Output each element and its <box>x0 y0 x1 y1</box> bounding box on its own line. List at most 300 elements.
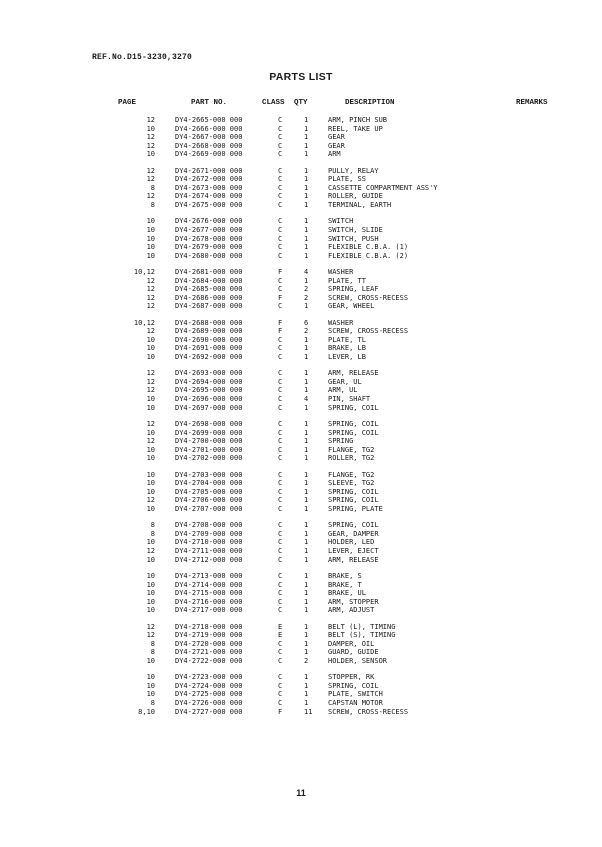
class-code: C <box>278 681 283 690</box>
part-number: DY4-2687-000 000 <box>175 302 243 311</box>
page-ref: 12 <box>146 369 155 378</box>
description: BRAKE, LB <box>328 344 366 353</box>
page-ref: 10 <box>146 479 155 488</box>
table-row <box>0 167 602 176</box>
row-group <box>0 369 602 412</box>
description: GUARD, GUIDE <box>328 648 379 657</box>
quantity: 1 <box>304 504 309 513</box>
quantity: 1 <box>304 302 309 311</box>
table-row <box>0 556 602 565</box>
table-row <box>0 488 602 497</box>
page-ref: 10 <box>146 504 155 513</box>
class-code: C <box>278 217 283 226</box>
page-title: PARTS LIST <box>269 71 333 83</box>
quantity: 1 <box>304 622 309 631</box>
page-ref: 8,10 <box>138 707 155 716</box>
page-ref: 8 <box>150 201 155 210</box>
quantity: 1 <box>304 521 309 530</box>
class-code: C <box>278 437 283 446</box>
description: SPRING, COIL <box>328 496 379 505</box>
part-number: DY4-2696-000 000 <box>175 395 243 404</box>
page-ref: 12 <box>146 175 155 184</box>
quantity: 1 <box>304 690 309 699</box>
page-ref: 10 <box>146 555 155 564</box>
table-row <box>0 344 602 353</box>
table-row <box>0 302 602 311</box>
description: REEL, TAKE UP <box>328 124 383 133</box>
description: BELT (S), TIMING <box>328 631 396 640</box>
description: SCREW, CROSS-RECESS <box>328 293 409 302</box>
page-ref: 10 <box>146 251 155 260</box>
quantity: 1 <box>304 175 309 184</box>
quantity: 1 <box>304 419 309 428</box>
class-code: C <box>278 673 283 682</box>
description: PLATE, TT <box>328 276 366 285</box>
class-code: C <box>278 192 283 201</box>
description: SCREW, CROSS-RECESS <box>328 327 409 336</box>
table-row <box>0 581 602 590</box>
table-row <box>0 429 602 438</box>
header-qty: QTY <box>294 99 308 107</box>
table-row <box>0 420 602 429</box>
description: BRAKE, UL <box>328 589 366 598</box>
table-row <box>0 437 602 446</box>
page-ref: 10,12 <box>133 318 155 327</box>
description: FLEXIBLE C.B.A. (2) <box>328 251 409 260</box>
page-ref: 10 <box>146 217 155 226</box>
description: SPRING, PLATE <box>328 504 383 513</box>
row-group <box>0 572 602 615</box>
page-ref: 10 <box>146 597 155 606</box>
description: SLEEVE, TG2 <box>328 479 375 488</box>
description: PLATE, TL <box>328 335 366 344</box>
part-number: DY4-2715-000 000 <box>175 589 243 598</box>
table-row <box>0 530 602 539</box>
description: BRAKE, S <box>328 571 362 580</box>
page-ref: 10 <box>146 428 155 437</box>
class-code: C <box>278 141 283 150</box>
page-ref: 12 <box>146 166 155 175</box>
table-row <box>0 252 602 261</box>
description: TERMINAL, EARTH <box>328 201 392 210</box>
table-row <box>0 657 602 666</box>
quantity: 1 <box>304 547 309 556</box>
description: ROLLER, GUIDE <box>328 192 383 201</box>
part-number: DY4-2700-000 000 <box>175 437 243 446</box>
table-row <box>0 201 602 210</box>
page-ref: 10,12 <box>133 267 155 276</box>
class-code: C <box>278 487 283 496</box>
class-code: C <box>278 201 283 210</box>
description: HOLDER, LED <box>328 538 375 547</box>
quantity: 1 <box>304 124 309 133</box>
quantity: 1 <box>304 571 309 580</box>
table-row <box>0 327 602 336</box>
class-code: C <box>278 656 283 665</box>
quantity: 1 <box>304 699 309 707</box>
part-number: DY4-2672-000 000 <box>175 175 243 184</box>
quantity: 4 <box>304 395 309 404</box>
quantity: 1 <box>304 529 309 538</box>
page-ref: 12 <box>146 192 155 201</box>
page-ref: 10 <box>146 445 155 454</box>
class-code: F <box>278 327 283 336</box>
description: GEAR <box>328 133 345 142</box>
page-ref: 12 <box>146 133 155 142</box>
page-ref: 10 <box>146 580 155 589</box>
quantity: 1 <box>304 403 309 412</box>
class-code: C <box>278 403 283 412</box>
class-code: C <box>278 529 283 538</box>
description: GEAR, UL <box>328 377 362 386</box>
page-ref: 8 <box>150 183 155 192</box>
description: ARM, RELEASE <box>328 555 379 564</box>
page-ref: 12 <box>146 116 155 124</box>
page-ref: 12 <box>146 419 155 428</box>
page-ref: 10 <box>146 673 155 682</box>
description: SPRING, COIL <box>328 681 379 690</box>
row-group <box>0 673 602 716</box>
page-ref: 10 <box>146 225 155 234</box>
row-group <box>0 116 602 159</box>
class-code: C <box>278 243 283 252</box>
description: SPRING <box>328 437 354 446</box>
quantity: 1 <box>304 597 309 606</box>
table-row <box>0 471 602 480</box>
class-code: C <box>278 285 283 294</box>
description: SWITCH, SLIDE <box>328 225 383 234</box>
class-code: F <box>278 318 283 327</box>
part-number: DY4-2725-000 000 <box>175 690 243 699</box>
class-code: C <box>278 133 283 142</box>
quantity: 1 <box>304 386 309 395</box>
page-ref: 10 <box>146 403 155 412</box>
description: ARM, STOPPER <box>328 597 379 606</box>
class-code: C <box>278 597 283 606</box>
description: GEAR, WHEEL <box>328 302 375 311</box>
quantity: 2 <box>304 327 309 336</box>
part-number: DY4-2691-000 000 <box>175 344 243 353</box>
class-code: C <box>278 428 283 437</box>
part-number: DY4-2695-000 000 <box>175 386 243 395</box>
part-number: DY4-2685-000 000 <box>175 285 243 294</box>
page-ref: 8 <box>150 648 155 657</box>
description: GEAR <box>328 141 345 150</box>
table-row <box>0 640 602 649</box>
part-number: DY4-2677-000 000 <box>175 225 243 234</box>
quantity: 1 <box>304 150 309 159</box>
table-row <box>0 690 602 699</box>
page-ref: 10 <box>146 589 155 598</box>
part-number: DY4-2698-000 000 <box>175 419 243 428</box>
quantity: 1 <box>304 631 309 640</box>
quantity: 1 <box>304 192 309 201</box>
table-row <box>0 184 602 193</box>
table-row <box>0 217 602 226</box>
quantity: 1 <box>304 251 309 260</box>
quantity: 1 <box>304 344 309 353</box>
header-part-no: PART NO. <box>191 99 228 107</box>
description: ARM, RELEASE <box>328 369 379 378</box>
description: BRAKE, T <box>328 580 362 589</box>
page-ref: 12 <box>146 327 155 336</box>
table-row <box>0 404 602 413</box>
description: FLEXIBLE C.B.A. (1) <box>328 243 409 252</box>
quantity: 4 <box>304 267 309 276</box>
description: ROLLER, TG2 <box>328 454 375 463</box>
row-group <box>0 268 602 311</box>
description: CASSETTE COMPARTMENT ASS'Y <box>328 183 438 192</box>
table-row <box>0 285 602 294</box>
quantity: 1 <box>304 217 309 226</box>
class-code: C <box>278 395 283 404</box>
table-row <box>0 589 602 598</box>
description: SPRING, COIL <box>328 428 379 437</box>
part-number: DY4-2694-000 000 <box>175 377 243 386</box>
description: SPRING, COIL <box>328 521 379 530</box>
part-number: DY4-2702-000 000 <box>175 454 243 463</box>
description: SPRING, LEAF <box>328 285 379 294</box>
part-number: DY4-2688-000 000 <box>175 318 243 327</box>
class-code: C <box>278 225 283 234</box>
part-number: DY4-2673-000 000 <box>175 183 243 192</box>
quantity: 1 <box>304 437 309 446</box>
part-number: DY4-2686-000 000 <box>175 293 243 302</box>
description: FLANGE, TG2 <box>328 470 375 479</box>
page-ref: 10 <box>146 538 155 547</box>
description: SWITCH <box>328 217 354 226</box>
part-number: DY4-2689-000 000 <box>175 327 243 336</box>
table-row <box>0 631 602 640</box>
table-row <box>0 116 602 125</box>
quantity: 1 <box>304 141 309 150</box>
header-remarks: REMARKS <box>516 99 548 107</box>
page-ref: 12 <box>146 276 155 285</box>
table-row <box>0 547 602 556</box>
quantity: 1 <box>304 454 309 463</box>
quantity: 1 <box>304 487 309 496</box>
row-group <box>0 623 602 666</box>
table-row <box>0 505 602 514</box>
row-group <box>0 420 602 463</box>
part-number: DY4-2684-000 000 <box>175 276 243 285</box>
quantity: 1 <box>304 470 309 479</box>
table-row <box>0 336 602 345</box>
description: PLATE, SS <box>328 175 366 184</box>
parts-table <box>0 116 602 724</box>
quantity: 1 <box>304 335 309 344</box>
table-row <box>0 353 602 362</box>
page-ref: 12 <box>146 386 155 395</box>
class-code: C <box>278 353 283 361</box>
quantity: 1 <box>304 369 309 378</box>
page-ref: 10 <box>146 690 155 699</box>
quantity: 1 <box>304 681 309 690</box>
page-ref: 12 <box>146 293 155 302</box>
class-code: C <box>278 589 283 598</box>
table-row <box>0 133 602 142</box>
part-number: DY4-2720-000 000 <box>175 639 243 648</box>
table-row <box>0 369 602 378</box>
table-row <box>0 538 602 547</box>
part-number: DY4-2679-000 000 <box>175 243 243 252</box>
table-row <box>0 226 602 235</box>
class-code: C <box>278 386 283 395</box>
quantity: 1 <box>304 116 309 124</box>
page-ref: 10 <box>146 454 155 463</box>
quantity: 2 <box>304 293 309 302</box>
table-row <box>0 446 602 455</box>
page-ref: 8 <box>150 529 155 538</box>
part-number: DY4-2714-000 000 <box>175 580 243 589</box>
page-ref: 10 <box>146 470 155 479</box>
reference-number: REF.No.D15-3230,3270 <box>92 53 193 62</box>
page-ref: 10 <box>146 243 155 252</box>
class-code: C <box>278 150 283 159</box>
page-ref: 12 <box>146 622 155 631</box>
class-code: C <box>278 496 283 505</box>
part-number: DY4-2690-000 000 <box>175 335 243 344</box>
part-number: DY4-2680-000 000 <box>175 251 243 260</box>
table-row <box>0 125 602 134</box>
table-row <box>0 319 602 328</box>
table-row <box>0 150 602 159</box>
quantity: 1 <box>304 580 309 589</box>
page-ref: 12 <box>146 547 155 556</box>
quantity: 2 <box>304 656 309 665</box>
quantity: 1 <box>304 353 309 361</box>
table-row <box>0 496 602 505</box>
description: ARM, UL <box>328 386 358 395</box>
description: ARM, ADJUST <box>328 606 375 615</box>
class-code: C <box>278 699 283 707</box>
description: CAPSTAN MOTOR <box>328 699 383 707</box>
part-number: DY4-2727-000 000 <box>175 707 243 716</box>
part-number: DY4-2668-000 000 <box>175 141 243 150</box>
row-group <box>0 319 602 362</box>
part-number: DY4-2716-000 000 <box>175 597 243 606</box>
page-ref: 12 <box>146 141 155 150</box>
part-number: DY4-2706-000 000 <box>175 496 243 505</box>
part-number: DY4-2719-000 000 <box>175 631 243 640</box>
quantity: 1 <box>304 183 309 192</box>
description: PIN, SHAFT <box>328 395 371 404</box>
part-number: DY4-2723-000 000 <box>175 673 243 682</box>
class-code: F <box>278 293 283 302</box>
quantity: 1 <box>304 445 309 454</box>
part-number: DY4-2717-000 000 <box>175 606 243 615</box>
page-ref: 10 <box>146 344 155 353</box>
part-number: DY4-2704-000 000 <box>175 479 243 488</box>
class-code: C <box>278 183 283 192</box>
page-ref: 12 <box>146 631 155 640</box>
class-code: C <box>278 571 283 580</box>
part-number: DY4-2699-000 000 <box>175 428 243 437</box>
page-ref: 10 <box>146 124 155 133</box>
quantity: 1 <box>304 276 309 285</box>
page-ref: 10 <box>146 606 155 615</box>
table-row <box>0 708 602 717</box>
class-code: C <box>278 124 283 133</box>
table-row <box>0 673 602 682</box>
description: SPRING, COIL <box>328 403 379 412</box>
page-ref: 10 <box>146 353 155 361</box>
class-code: C <box>278 454 283 463</box>
quantity: 1 <box>304 538 309 547</box>
header-page: PAGE <box>118 99 137 107</box>
table-row <box>0 294 602 303</box>
quantity: 1 <box>304 648 309 657</box>
class-code: C <box>278 234 283 243</box>
class-code: C <box>278 648 283 657</box>
description: SCREW, CROSS-RECESS <box>328 707 409 716</box>
table-row <box>0 142 602 151</box>
row-group <box>0 167 602 210</box>
table-row <box>0 235 602 244</box>
row-group <box>0 521 602 564</box>
quantity: 1 <box>304 428 309 437</box>
page-ref: 10 <box>146 681 155 690</box>
table-row <box>0 682 602 691</box>
table-row <box>0 277 602 286</box>
part-number: DY4-2665-000 000 <box>175 116 243 124</box>
class-code: C <box>278 377 283 386</box>
class-code: F <box>278 707 283 716</box>
class-code: F <box>278 267 283 276</box>
header-description: DESCRIPTION <box>345 99 395 107</box>
class-code: C <box>278 690 283 699</box>
part-number: DY4-2667-000 000 <box>175 133 243 142</box>
description: PULLY, RELAY <box>328 166 379 175</box>
class-code: C <box>278 479 283 488</box>
quantity: 1 <box>304 166 309 175</box>
description: SWITCH, PUSH <box>328 234 379 243</box>
quantity: 6 <box>304 318 309 327</box>
page-ref: 10 <box>146 150 155 159</box>
quantity: 1 <box>304 606 309 615</box>
quantity: 1 <box>304 234 309 243</box>
quantity: 1 <box>304 243 309 252</box>
part-number: DY4-2697-000 000 <box>175 403 243 412</box>
page-ref: 12 <box>146 437 155 446</box>
quantity: 2 <box>304 285 309 294</box>
row-group <box>0 471 602 514</box>
quantity: 11 <box>304 707 313 716</box>
part-number: DY4-2681-000 000 <box>175 267 243 276</box>
part-number: DY4-2693-000 000 <box>175 369 243 378</box>
part-number: DY4-2675-000 000 <box>175 201 243 210</box>
class-code: C <box>278 606 283 615</box>
page-ref: 12 <box>146 377 155 386</box>
part-number: DY4-2708-000 000 <box>175 521 243 530</box>
table-row <box>0 648 602 657</box>
table-row <box>0 243 602 252</box>
class-code: C <box>278 538 283 547</box>
class-code: C <box>278 369 283 378</box>
part-number: DY4-2713-000 000 <box>175 571 243 580</box>
page-ref: 10 <box>146 395 155 404</box>
page-ref: 10 <box>146 335 155 344</box>
part-number: DY4-2711-000 000 <box>175 547 243 556</box>
page-ref: 10 <box>146 656 155 665</box>
class-code: C <box>278 521 283 530</box>
part-number: DY4-2692-000 000 <box>175 353 243 361</box>
part-number: DY4-2722-000 000 <box>175 656 243 665</box>
part-number: DY4-2705-000 000 <box>175 487 243 496</box>
part-number: DY4-2701-000 000 <box>175 445 243 454</box>
part-number: DY4-2676-000 000 <box>175 217 243 226</box>
description: ARM <box>328 150 341 159</box>
